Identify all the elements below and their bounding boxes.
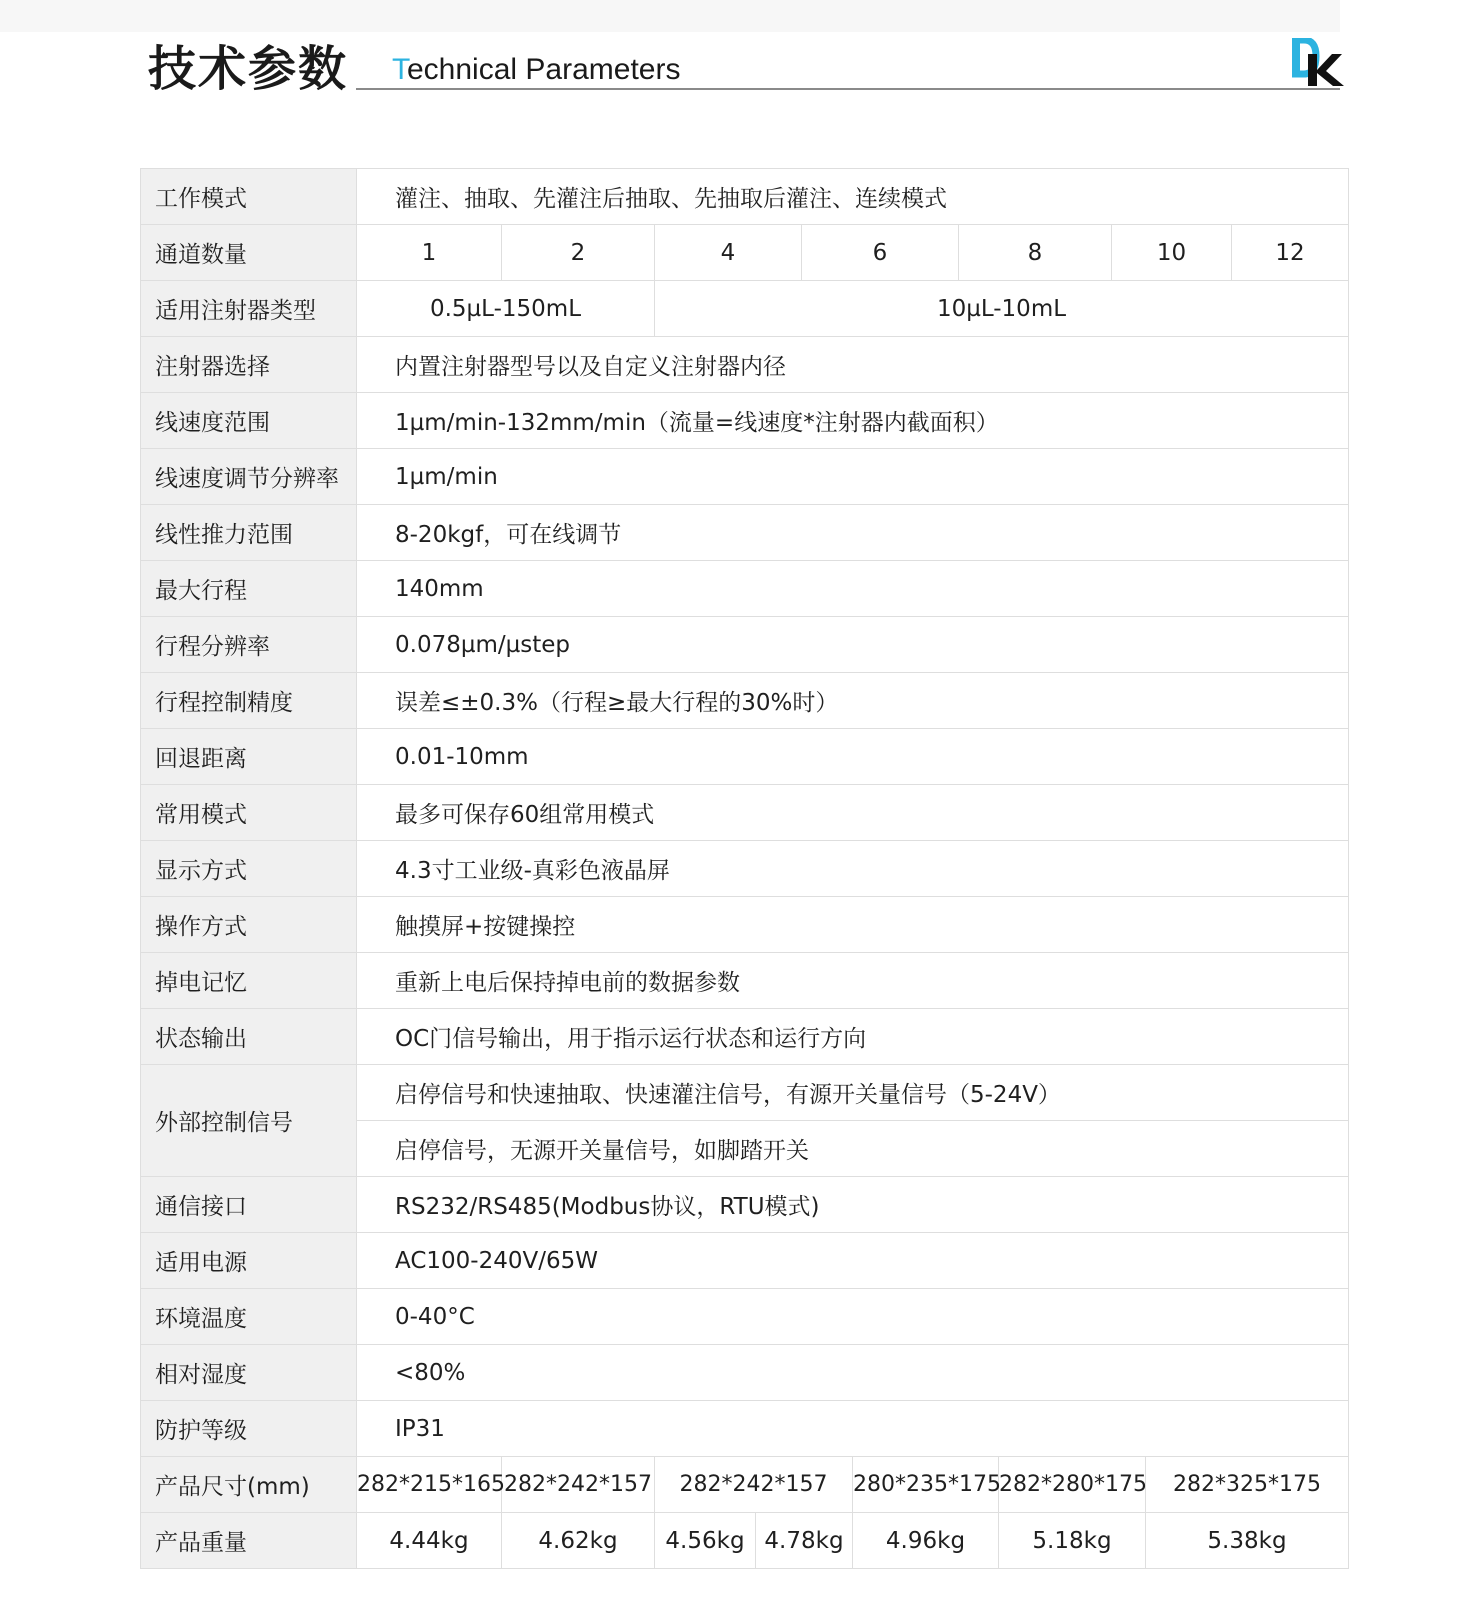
table-row bbox=[141, 785, 1349, 841]
subtitle-initial: T bbox=[392, 53, 407, 86]
channel-cell: 10 bbox=[1112, 225, 1232, 281]
label-common-mode: 常用模式 bbox=[141, 785, 357, 841]
weight-cell: 4.62kg bbox=[502, 1513, 655, 1569]
table-row bbox=[141, 1289, 1349, 1345]
value-speed-resolution: 1µm/min bbox=[357, 449, 1349, 505]
value-operation: 触摸屏+按键操控 bbox=[357, 897, 1349, 953]
label-status-output: 状态输出 bbox=[141, 1009, 357, 1065]
table-row bbox=[141, 1457, 1349, 1513]
syringe-type-cell: 0.5µL-150mL bbox=[357, 281, 655, 337]
value-ext-control-1: 启停信号和快速抽取、快速灌注信号，有源开关量信号（5-24V） bbox=[357, 1065, 1349, 1121]
table-row bbox=[141, 729, 1349, 785]
table-row bbox=[141, 1513, 1349, 1569]
label-thrust-range: 线性推力范围 bbox=[141, 505, 357, 561]
label-stroke-accuracy: 行程控制精度 bbox=[141, 673, 357, 729]
table-row bbox=[141, 337, 1349, 393]
syringe-type-cell: 10µL-10mL bbox=[655, 281, 1349, 337]
label-comm: 通信接口 bbox=[141, 1177, 357, 1233]
size-cell: 282*325*175 bbox=[1146, 1457, 1349, 1513]
weight-cell: 5.18kg bbox=[999, 1513, 1146, 1569]
label-channels: 通道数量 bbox=[141, 225, 357, 281]
value-speed-range: 1µm/min-132mm/min（流量=线速度*注射器内截面积） bbox=[357, 393, 1349, 449]
table-row bbox=[141, 393, 1349, 449]
table-row bbox=[141, 673, 1349, 729]
value-work-mode: 灌注、抽取、先灌注后抽取、先抽取后灌注、连续模式 bbox=[357, 169, 1349, 225]
label-stroke-resolution: 行程分辨率 bbox=[141, 617, 357, 673]
page-subtitle bbox=[392, 50, 680, 90]
table-row bbox=[141, 505, 1349, 561]
value-retract: 0.01-10mm bbox=[357, 729, 1349, 785]
table-row bbox=[141, 1345, 1349, 1401]
size-cell: 282*280*175 bbox=[999, 1457, 1146, 1513]
dk-logo bbox=[1290, 38, 1346, 88]
weight-cell: 4.78kg bbox=[756, 1513, 853, 1569]
label-ext-control: 外部控制信号 bbox=[141, 1065, 357, 1177]
page-title: 技术参数 bbox=[148, 41, 349, 97]
label-syringe-type: 适用注射器类型 bbox=[141, 281, 357, 337]
weight-cell: 4.56kg bbox=[655, 1513, 756, 1569]
channel-cell: 1 bbox=[357, 225, 502, 281]
label-retract: 回退距离 bbox=[141, 729, 357, 785]
table-row bbox=[141, 1177, 1349, 1233]
channel-cell: 4 bbox=[655, 225, 802, 281]
weight-cell: 5.38kg bbox=[1146, 1513, 1349, 1569]
value-display: 4.3寸工业级-真彩色液晶屏 bbox=[357, 841, 1349, 897]
table-row bbox=[141, 449, 1349, 505]
spec-table bbox=[140, 168, 1349, 1569]
value-thrust-range: 8-20kgf，可在线调节 bbox=[357, 505, 1349, 561]
table-row bbox=[141, 1065, 1349, 1121]
label-operation: 操作方式 bbox=[141, 897, 357, 953]
value-power: AC100-240V/65W bbox=[357, 1233, 1349, 1289]
table-row bbox=[141, 1233, 1349, 1289]
size-cell: 280*235*175 bbox=[853, 1457, 999, 1513]
value-stroke-resolution: 0.078µm/µstep bbox=[357, 617, 1349, 673]
table-row bbox=[141, 1009, 1349, 1065]
label-weight: 产品重量 bbox=[141, 1513, 357, 1569]
value-protection: IP31 bbox=[357, 1401, 1349, 1457]
table-row bbox=[141, 953, 1349, 1009]
label-size: 产品尺寸(mm) bbox=[141, 1457, 357, 1513]
value-stroke-accuracy: 误差≤±0.3%（行程≥最大行程的30%时） bbox=[357, 673, 1349, 729]
value-status-output: OC门信号输出，用于指示运行状态和运行方向 bbox=[357, 1009, 1349, 1065]
label-max-stroke: 最大行程 bbox=[141, 561, 357, 617]
label-work-mode: 工作模式 bbox=[141, 169, 357, 225]
value-common-mode: 最多可保存60组常用模式 bbox=[357, 785, 1349, 841]
value-power-memory: 重新上电后保持掉电前的数据参数 bbox=[357, 953, 1349, 1009]
weight-cell: 4.96kg bbox=[853, 1513, 999, 1569]
table-row bbox=[141, 281, 1349, 337]
channel-cell: 6 bbox=[802, 225, 959, 281]
value-comm: RS232/RS485(Modbus协议，RTU模式) bbox=[357, 1177, 1349, 1233]
channel-cell: 8 bbox=[959, 225, 1112, 281]
table-row bbox=[141, 1401, 1349, 1457]
label-temp: 环境温度 bbox=[141, 1289, 357, 1345]
label-power-memory: 掉电记忆 bbox=[141, 953, 357, 1009]
top-strip bbox=[0, 0, 1340, 32]
channel-cell: 12 bbox=[1232, 225, 1349, 281]
label-protection: 防护等级 bbox=[141, 1401, 357, 1457]
value-humidity: <80% bbox=[357, 1345, 1349, 1401]
title-underline bbox=[356, 88, 1340, 90]
label-speed-resolution: 线速度调节分辨率 bbox=[141, 449, 357, 505]
table-row bbox=[141, 561, 1349, 617]
weight-cell: 4.44kg bbox=[357, 1513, 502, 1569]
value-max-stroke: 140mm bbox=[357, 561, 1349, 617]
label-syringe-select: 注射器选择 bbox=[141, 337, 357, 393]
value-syringe-select: 内置注射器型号以及自定义注射器内径 bbox=[357, 337, 1349, 393]
table-row bbox=[141, 841, 1349, 897]
value-temp: 0-40°C bbox=[357, 1289, 1349, 1345]
label-power: 适用电源 bbox=[141, 1233, 357, 1289]
size-cell: 282*215*165 bbox=[357, 1457, 502, 1513]
size-cell: 282*242*157 bbox=[655, 1457, 853, 1513]
table-row bbox=[141, 169, 1349, 225]
label-speed-range: 线速度范围 bbox=[141, 393, 357, 449]
label-display: 显示方式 bbox=[141, 841, 357, 897]
label-humidity: 相对湿度 bbox=[141, 1345, 357, 1401]
table-row bbox=[141, 225, 1349, 281]
value-ext-control-2: 启停信号，无源开关量信号，如脚踏开关 bbox=[357, 1121, 1349, 1177]
table-row bbox=[141, 897, 1349, 953]
table-row bbox=[141, 617, 1349, 673]
channel-cell: 2 bbox=[502, 225, 655, 281]
size-cell: 282*242*157 bbox=[502, 1457, 655, 1513]
subtitle-rest: echnical Parameters bbox=[407, 53, 681, 86]
